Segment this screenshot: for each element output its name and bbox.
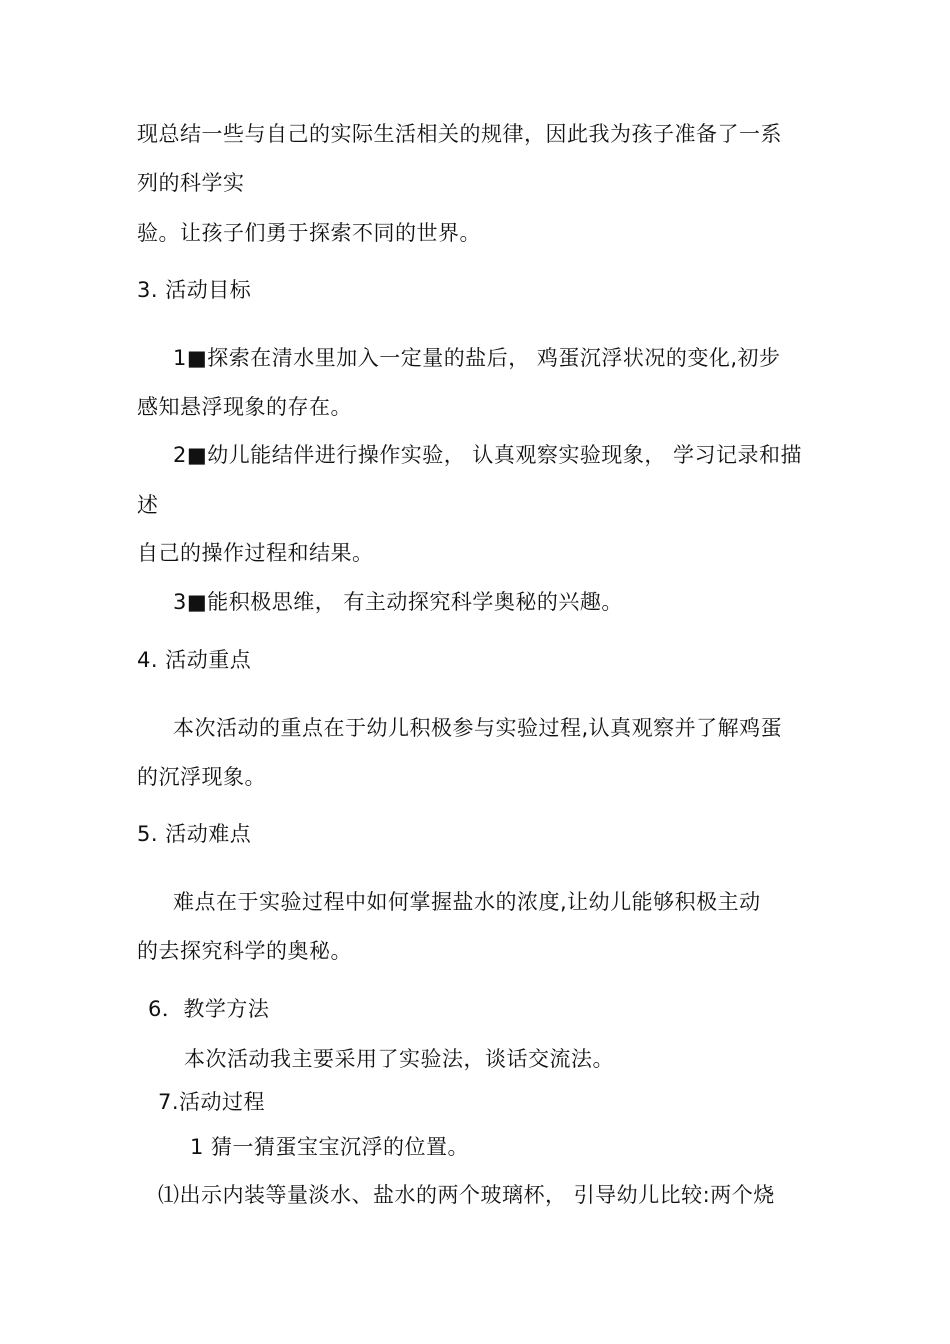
section-5-heading: 5. 活动难点 (137, 822, 252, 846)
intro-line-3: 验。让孩子们勇于探索不同的世界。 (137, 221, 481, 245)
section-7-sub-1: ⑴出示内装等量淡水、盐水的两个玻璃杯， 引导幼儿比较:两个烧 (158, 1183, 775, 1207)
section-6-heading: 6．教学方法 (148, 997, 270, 1021)
section-6-para: 本次活动我主要采用了实验法，谈话交流法。 (184, 1047, 614, 1071)
goal-3: 3■能积极思维， 有主动探究科学奥秘的兴趣。 (173, 590, 623, 614)
section-4-para-line-1: 本次活动的重点在于幼儿积极参与实验过程,认真观察并了解鸡蛋 (173, 716, 783, 740)
intro-line-1: 现总结一些与自己的实际生活相关的规律，因此我为孩子准备了一系 (137, 122, 782, 146)
goal-1-line-2: 感知悬浮现象的存在。 (137, 395, 352, 419)
section-5-para-line-2: 的去探究科学的奥秘。 (137, 939, 352, 963)
section-7-step-1: 1 猜一猜蛋宝宝沉浮的位置。 (190, 1135, 470, 1159)
section-3-heading: 3. 活动目标 (137, 278, 252, 302)
intro-line-2: 列的科学实 (137, 171, 245, 195)
goal-2-line-2: 述 (137, 493, 159, 517)
goal-1-line-1: 1■探索在清水里加入一定量的盐后， 鸡蛋沉浮状况的变化,初步 (173, 346, 781, 370)
section-4-heading: 4. 活动重点 (137, 648, 252, 672)
goal-2-line-3: 自己的操作过程和结果。 (137, 541, 374, 565)
goal-2-line-1: 2■幼儿能结伴进行操作实验， 认真观察实验现象， 学习记录和描 (173, 443, 803, 467)
section-7-heading: 7.活动过程 (158, 1090, 266, 1114)
section-5-para-line-1: 难点在于实验过程中如何掌握盐水的浓度,让幼儿能够积极主动 (173, 890, 761, 914)
section-4-para-line-2: 的沉浮现象。 (137, 765, 266, 789)
